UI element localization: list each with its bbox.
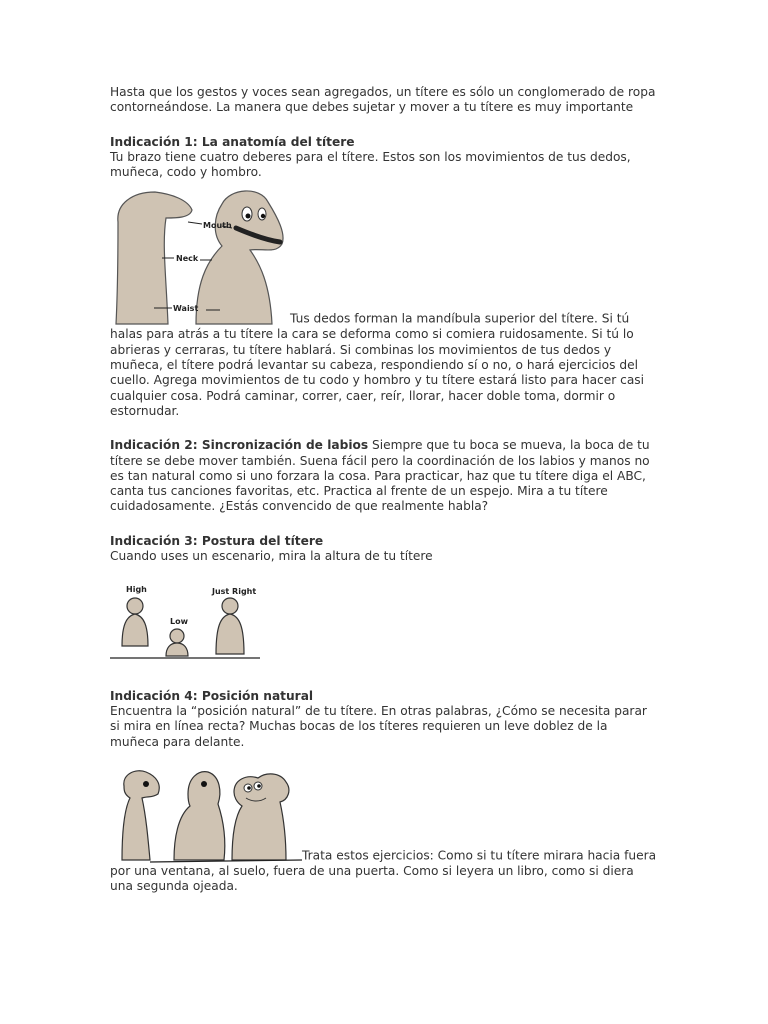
tip-3-heading: Indicación 3: Postura del títere: [110, 533, 324, 548]
tip-4-figure-block: [110, 766, 658, 895]
tip-1-heading: Indicación 1: La anatomía del títere: [110, 134, 355, 149]
tip-1-intro: Tu brazo tiene cuatro deberes para el títere. Estos son los movimientos de tus dedos, muñeca, codo y hombro.: [110, 149, 631, 180]
low-label: Low: [170, 617, 188, 627]
tip-4-body: Encuentra la “posición natural” de tu títere. En otras palabras, ¿Cómo se necesita parar si mira en línea recta? Muchas bocas de los títeres requieren un leve doblez de la muñeca para delante.: [110, 703, 647, 749]
document-page: [110, 85, 658, 894]
tip-4-caption: Trata estos ejercicios: Como si tu títere mirara hacia fuera por una ventana, al suelo, fuera de una puerta. Como si leyera un libro, como si diera una segunda ojeada.: [110, 848, 657, 894]
tip-2-body: Siempre que tu boca se mueva, la boca de tu títere se debe mover también. Suena fácil pero la coordinación de los labios y manos no es tan natural como si uno forzara la cosa. Para practicar, haz que tu títere diga el ABC, canta tus canciones favoritas, etc. Practica al frente de un espejo. Mira a tu títere cuidadosamente. ¿Estás convencido de que realmente habla?: [110, 438, 650, 514]
tip-2-heading: Indicación 2: Sincronización de labios: [110, 438, 369, 453]
tip-1-section: [110, 135, 658, 420]
natural-position-illustration: [110, 766, 302, 864]
tip-3-section: [110, 534, 658, 667]
tip-2-paragraph: [110, 438, 658, 514]
waist-label: Waist: [173, 304, 199, 314]
high-label: High: [126, 585, 147, 595]
tip-1-body: Tus dedos forman la mandíbula superior del títere. Si tú halas para atrás a tu títere la cara se deforma como si comiera ruidosamente. Si tú lo abrieras y cerraras, tu títere hablará. Si combinas los movimientos de tus dedos y muñeca, el títere podrá levantar su cabeza, respondiendo sí o no, o hará ejercicios del cuello. Agrega movimientos de tu codo y hombro y tu títere estará listo para hacer casi cualquier cosa. Podrá caminar, correr, caer, reír, llorar, hacer doble toma, dormir o estornudar.: [110, 312, 645, 418]
puppet-posture-illustration: [110, 580, 658, 666]
tip-4-heading: Indicación 4: Posición natural: [110, 688, 314, 703]
tip-3-body: Cuando uses un escenario, mira la altura de tu títere: [110, 549, 433, 564]
intro-paragraph: Hasta que los gestos y voces sean agregados, un títere es sólo un conglomerado de ropa contorneándose. La manera que debes sujetar y mover a tu títere es muy importante: [110, 85, 656, 115]
puppet-anatomy-illustration: [110, 184, 290, 327]
just-right-label: Just Right: [212, 587, 257, 597]
mouth-label: Mouth: [203, 221, 232, 231]
tip-1-figure-block: [110, 184, 658, 419]
neck-label: Neck: [176, 254, 199, 264]
tip-4-section: [110, 689, 658, 895]
